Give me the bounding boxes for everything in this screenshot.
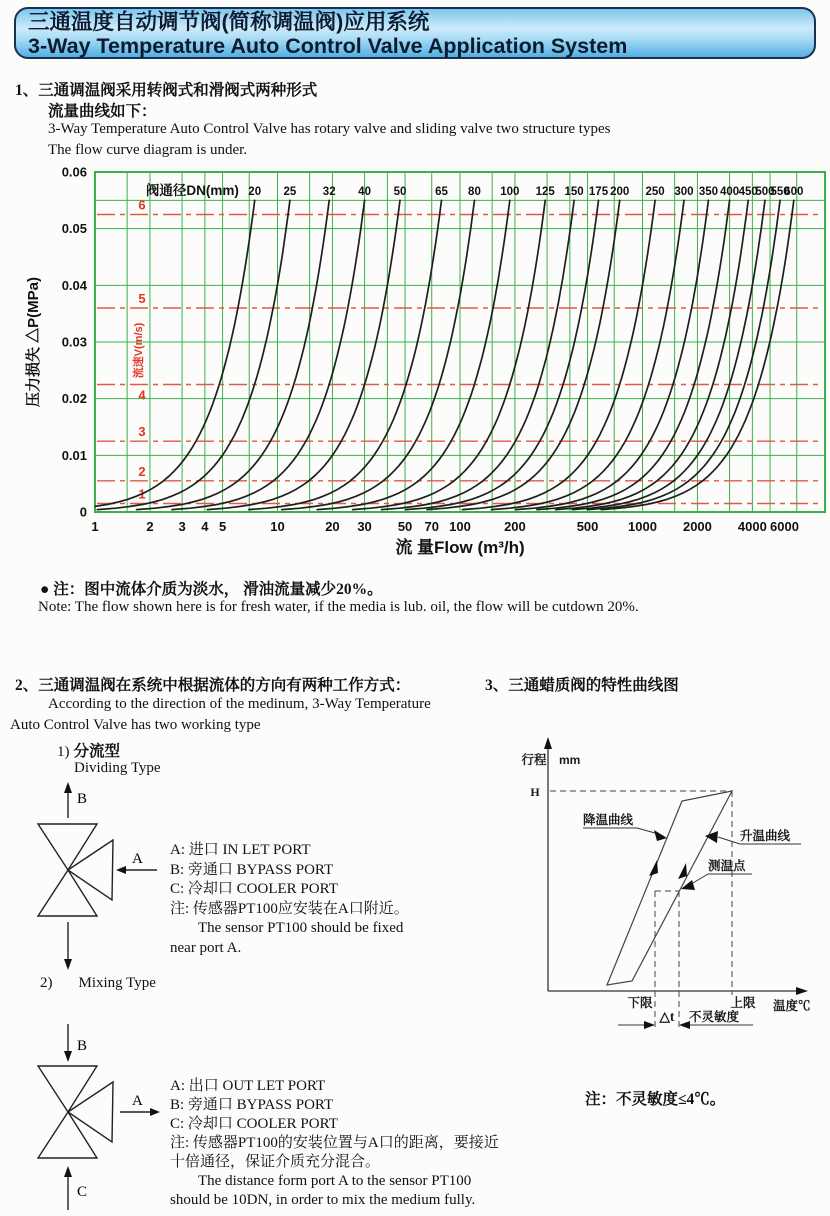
port-line: 注: 传感器PT100的安装位置与A口的距离，要接近	[170, 1135, 499, 1151]
velocity-label: 3	[138, 424, 146, 440]
section1-subheading-zh: 流量曲线如下：	[48, 103, 157, 120]
section1-text-en1: 3-Way Temperature Auto Control Valve has rotary valve and sliding valve two structure types	[48, 121, 611, 137]
dn-curve-500	[572, 200, 765, 509]
dn-curve-550	[587, 200, 780, 509]
y-tick-label: 0.01	[61, 447, 87, 463]
velocity-label: 5	[138, 291, 146, 306]
x-tick-label: 20	[325, 519, 340, 534]
section2-text-en1: According to the direction of the medinum, 3-Way Temperature	[48, 696, 431, 712]
port-line: B: 旁通口 BYPASS PORT	[170, 1097, 334, 1113]
mixing-port-a-label: A	[132, 1093, 143, 1109]
x-tick-label: 3	[178, 519, 186, 534]
dn-label-80: 80	[468, 186, 481, 198]
port-line: The distance form port A to the sensor PT100	[198, 1173, 472, 1189]
velocity-label: 4	[138, 387, 146, 403]
page-header	[14, 7, 816, 59]
dn-curve-200	[427, 200, 620, 509]
temperature-axis-label: 温度℃	[773, 999, 811, 1013]
heating-direction-arrow-icon	[678, 863, 687, 879]
mixing-label-en: Mixing Type	[78, 975, 156, 991]
dividing-port-a-label: A	[132, 851, 143, 867]
dividing-label-en: Dividing Type	[74, 760, 161, 776]
section2-heading-zh: 2、三通调温阀在系统中根据流体的方向有两种工作方式：	[15, 677, 411, 694]
dividing-valve-diagram	[20, 778, 170, 978]
dn-label-50: 50	[393, 186, 407, 198]
x-tick-label: 6000	[770, 519, 799, 534]
dn-curve-50	[207, 200, 400, 509]
x-tick-label: 70	[424, 519, 439, 534]
y-tick-label: 0	[79, 504, 87, 520]
velocity-label: 2	[138, 463, 146, 479]
x-axis-title: 流 量Flow (m³/h)	[395, 538, 525, 557]
dividing-valve-body	[38, 790, 157, 961]
y-axis-arrow-icon	[544, 737, 552, 749]
x-axis-arrow-icon	[796, 987, 808, 995]
construction-lines	[550, 791, 732, 1029]
mixing-port-b-label: B	[77, 1038, 88, 1054]
y-tick-label: 0.03	[61, 334, 87, 350]
sense-point-label: 测温点	[708, 859, 746, 873]
mixing-port-list	[170, 1077, 499, 1210]
x-tick-label: 500	[576, 519, 599, 534]
dn-curve-350	[516, 200, 709, 509]
upper-limit-label: 上限	[730, 996, 756, 1010]
dn-label-40: 40	[358, 186, 371, 198]
y-tick-label: 0.06	[61, 164, 87, 180]
page-title-zh: 三通温度自动调节阀(简称调温阀)应用系统	[28, 10, 430, 34]
section3-heading-zh: 3、三通蜡质阀的特性曲线图	[485, 677, 679, 694]
x-tick-label: 2000	[682, 519, 712, 534]
section1-heading-zh: 1、三通调温阀采用转阀式和滑阀式两种形式	[15, 82, 318, 99]
flow-out-top-arrow-icon	[64, 782, 72, 793]
flow-out-side-arrow-icon	[150, 1108, 160, 1116]
dn-label-25: 25	[283, 186, 297, 198]
dn-label-400: 400	[719, 186, 740, 198]
chart-note-zh: ● 注：图中流体介质为淡水， 滑油流量减少20%。	[40, 581, 383, 598]
y-tick-label: 0.05	[61, 221, 87, 237]
dividing-label-zh: 分流型	[73, 743, 121, 760]
velocity-label: 1	[138, 486, 146, 502]
delta-t-label: △t	[659, 1009, 675, 1024]
y-tick-label: 0.02	[61, 391, 87, 407]
port-line: near port A.	[170, 939, 242, 956]
port-line: 十倍通径，保证介质充分混合。	[170, 1154, 381, 1170]
dn-curve-125	[353, 200, 546, 509]
dn-header-label: 阀通径DN(mm)	[145, 183, 239, 198]
port-line: A: 进口 IN LET PORT	[170, 842, 311, 858]
dn-curve-250	[462, 200, 655, 509]
port-line: B: 旁通口 BYPASS PORT	[170, 861, 334, 878]
port-line: should be 10DN, in order to mix the medium fully.	[170, 1192, 476, 1208]
dn-label-200: 200	[610, 186, 630, 198]
mixing-port-c-label: C	[77, 1184, 88, 1200]
dn-label-175: 175	[588, 186, 609, 198]
insensitivity-label: 不灵敏度	[689, 1010, 740, 1024]
dn-label-350: 350	[698, 186, 719, 198]
dn-label-250: 250	[645, 186, 665, 198]
x-tick-label: 100	[449, 519, 471, 534]
port-line: C: 冷却口 COOLER PORT	[170, 881, 338, 897]
mixing-type-label	[40, 974, 156, 992]
mixing-valve-diagram	[20, 1018, 170, 1216]
x-tick-label: 10	[270, 519, 285, 534]
dividing-port-list	[170, 841, 409, 958]
dn-label-125: 125	[535, 186, 555, 198]
cooling-curve-pointer-icon	[654, 830, 667, 841]
cooling-curve-label: 降温曲线	[583, 813, 634, 827]
dn-label-300: 300	[674, 186, 694, 198]
dn-curve-25	[97, 197, 290, 509]
dn-label-32: 32	[322, 186, 336, 198]
y-tick-label: 0.04	[61, 277, 87, 293]
section1-text-en2: The flow curve diagram is under.	[48, 142, 248, 158]
x-tick-label: 50	[397, 519, 413, 534]
mixing-valve-body	[38, 1024, 152, 1210]
port-line: 注: 传感器PT100应安装在A口附近。	[170, 900, 409, 917]
lower-limit-label: 下限	[627, 996, 653, 1010]
stroke-axis-label: 行程	[521, 753, 547, 767]
dn-label-600: 600	[784, 186, 804, 198]
x-tick-label: 5	[218, 519, 227, 534]
dn-label-500: 500	[755, 186, 775, 198]
dn-label-450: 450	[738, 186, 758, 198]
dn-curve-32	[137, 197, 330, 509]
heating-curve-label: 升温曲线	[740, 829, 791, 843]
x-tick-label: 30	[357, 519, 372, 534]
dn-label-65: 65	[435, 186, 448, 198]
flow-out-bottom-arrow-icon	[64, 959, 72, 970]
x-tick-label: 2	[146, 519, 154, 534]
y-axis-title: 压力损失 △P(MPa)	[25, 276, 42, 408]
section3-note: 注：不灵敏度≤4℃。	[585, 1091, 726, 1108]
dividing-index: 1)	[57, 744, 70, 760]
heating-curve-pointer-icon	[705, 831, 718, 843]
port-line: C: 冷却口 COOLER PORT	[170, 1116, 338, 1132]
x-tick-label: 200	[504, 519, 526, 534]
velocity-label: 6	[138, 197, 146, 213]
dividing-port-b-label: B	[77, 791, 88, 807]
port-line: A: 出口 OUT LET PORT	[170, 1078, 326, 1094]
dividing-type-label	[57, 739, 120, 761]
flow-in-side-arrow-icon	[116, 866, 126, 874]
dn-curve-40	[172, 200, 365, 509]
dt-left-arrow-icon	[644, 1021, 655, 1029]
max-stroke-label: H	[530, 785, 540, 799]
x-tick-label: 4	[201, 519, 209, 534]
flow-curve-chart	[20, 162, 830, 562]
stroke-unit-label: mm	[559, 753, 581, 767]
dn-curve-20	[95, 197, 255, 506]
chart-note-en: Note: The flow shown here is for fresh water, if the media is lub. oil, the flow will be cutdown 20%.	[38, 599, 639, 615]
page-title-en: 3-Way Temperature Auto Control Valve Application System	[28, 34, 628, 58]
dn-label-20: 20	[248, 186, 262, 198]
velocity-axis-label: 流速V(m/s)	[133, 322, 145, 379]
characteristic-curve-diagram	[515, 733, 830, 1045]
flow-in-bottom-arrow-icon	[64, 1166, 72, 1177]
x-tick-label: 1	[91, 519, 99, 534]
dn-curve-80	[282, 200, 475, 509]
dn-label-150: 150	[564, 186, 584, 198]
leader-lines	[583, 828, 801, 1025]
dn-label-100: 100	[500, 186, 520, 198]
x-tick-label: 1000	[628, 519, 657, 534]
flow-in-top-arrow-icon	[64, 1051, 72, 1062]
cooling-direction-arrow-icon	[649, 860, 658, 876]
section2-text-en2: Auto Control Valve has two working type	[10, 717, 261, 733]
mixing-index: 2)	[40, 975, 53, 991]
x-tick-label: 4000	[737, 519, 767, 534]
dn-curve-400	[537, 200, 730, 509]
port-line: The sensor PT100 should be fixed	[198, 920, 404, 936]
dn-label-550: 550	[770, 186, 790, 198]
